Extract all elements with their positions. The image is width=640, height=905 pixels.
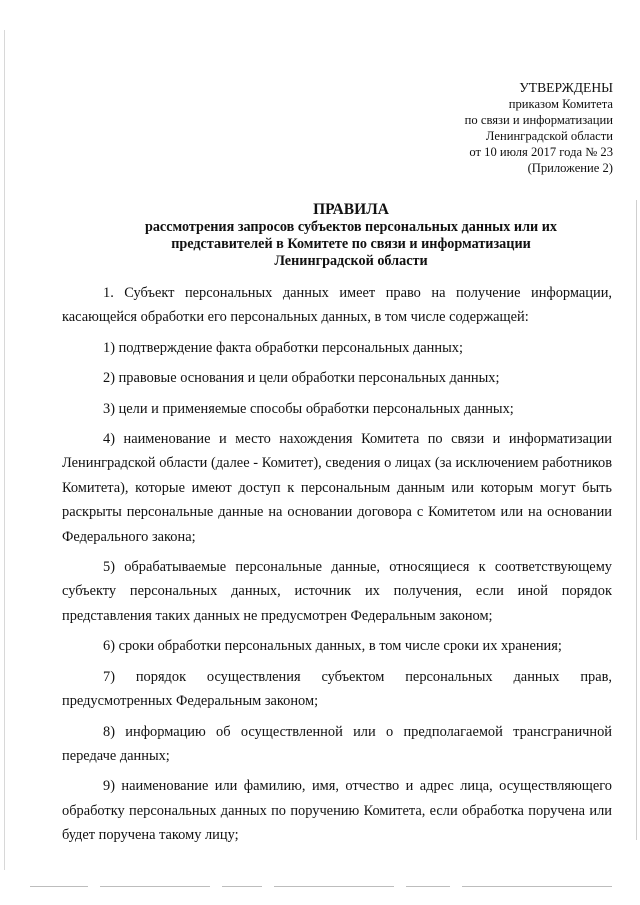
list-item: 4) наименование и место нахождения Комитета по связи и информатизации Ленинградской области (далее - Комитет), сведения о лицах (за исключением работников Комитета), которые имеют доступ к персональным данным или которым могут быть раскрыты персональные данные на основании договора с Комитетом или на основании Федерального закона; <box>62 431 612 545</box>
scan-artifact-line <box>274 886 394 887</box>
list-item: 5) обрабатываемые персональные данные, относящиеся к соответствующему субъекту персональных данных, источник их получения, если иной порядок представления таких данных не предусмотрен Федеральным законом; <box>62 559 612 624</box>
document-title: ПРАВИЛА <box>313 201 389 218</box>
list-item: 9) наименование или фамилию, имя, отчество и адрес лица, осуществляющего обработку персональных данных по поручению Комитета, если обработка поручена или будет поручена такому лицу; <box>62 778 612 844</box>
document-subtitle-line: рассмотрения запросов субъектов персональных данных или их <box>144 219 558 235</box>
approval-line: Ленинградской области <box>485 129 613 143</box>
scan-artifact-line <box>30 886 88 887</box>
scan-artifact-line <box>406 886 450 887</box>
body-paragraph: 1. Субъект персональных данных имеет право на получение информации, касающейся обработки его персональных данных, в том числе содержащей: <box>62 285 612 326</box>
list-item: 8) информацию об осуществленной или о предполагаемой трансграничной передаче данных; <box>62 723 612 764</box>
list-item: 2) правовые основания и цели обработки персональных данных; <box>103 370 500 387</box>
approval-line: по связи и информатизации <box>464 113 613 127</box>
list-item: 3) цели и применяемые способы обработки персональных данных; <box>103 400 514 417</box>
document-heading <box>60 201 640 270</box>
list-item: 1) подтверждение факта обработки персональных данных; <box>103 339 463 356</box>
approval-block <box>313 80 613 176</box>
scan-edge-right <box>636 200 637 840</box>
scan-edge-left <box>4 30 5 870</box>
scan-artifact-line <box>222 886 262 887</box>
document-subtitle-line: Ленинградской области <box>274 253 428 269</box>
list-item: 7) порядок осуществления субъектом персональных данных прав, предусмотренных Федеральным законом; <box>62 668 612 710</box>
approval-line: приказом Комитета <box>508 97 613 111</box>
approval-line: (Приложение 2) <box>527 161 613 175</box>
scan-artifact-line <box>100 886 210 887</box>
list-item: 6) сроки обработки персональных данных, в том числе сроки их хранения; <box>103 638 562 655</box>
document-subtitle-line: представителей в Комитете по связи и информатизации <box>171 236 531 252</box>
scan-artifact-line <box>462 886 612 887</box>
document-body <box>62 281 612 854</box>
approval-line: от 10 июля 2017 года № 23 <box>469 145 613 159</box>
approval-line: УТВЕРЖДЕНЫ <box>519 80 613 95</box>
